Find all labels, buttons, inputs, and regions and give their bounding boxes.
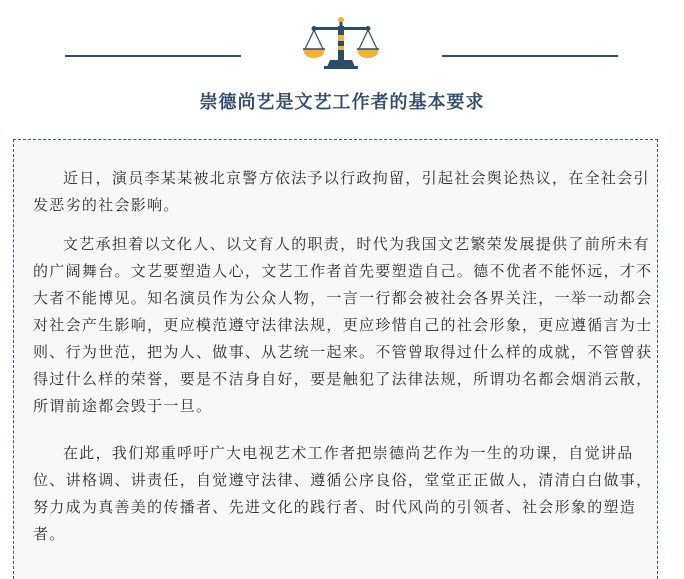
article-title: 崇德尚艺是文艺工作者的基本要求 (199, 92, 485, 113)
paragraph-1: 近日，演员李某某被北京警方依法予以行政拘留，引起社会舆论热议，在全社会引发恶劣的社会影响。 (33, 169, 650, 214)
header-divider-right (442, 55, 618, 57)
paragraph-2: 文艺承担着以文化人、以文育人的职责，时代为我国文艺繁荣发展提供了前所未有的广阔舞台。文艺要塑造人心，文艺工作者首先要塑造自己。德不优者不能怀远，才不大者不能博见。知名演员作为公众人物，一言一行都会被社会各界关注，一举一动都会对社会产生影响，更应模范遵守法律法规，更应珍惜自己的社会形象，更应遵循言为士则、行为世范，把为人、做事、从艺统一起来。不管曾取得过什么样的成就，不管曾获得过什么样的荣誉，要是不洁身自好，要是触犯了法律法规，所谓功名都会烟消云散，所谓前途都会毁于一旦。 (33, 235, 653, 415)
article-body-box (13, 139, 658, 579)
header-divider-left (65, 55, 241, 57)
scales-of-justice-icon (300, 15, 382, 71)
paragraph-3: 在此，我们郑重呼吁广大电视艺术工作者把崇德尚艺作为一生的功课，自觉讲品位、讲格调、讲责任，自觉遵守法律、遵循公序良俗，堂堂正正做人，清清白白做事，努力成为真善美的传播者、先进文化的践行者、时代风尚的引领者、社会形象的塑造者。 (33, 444, 653, 543)
